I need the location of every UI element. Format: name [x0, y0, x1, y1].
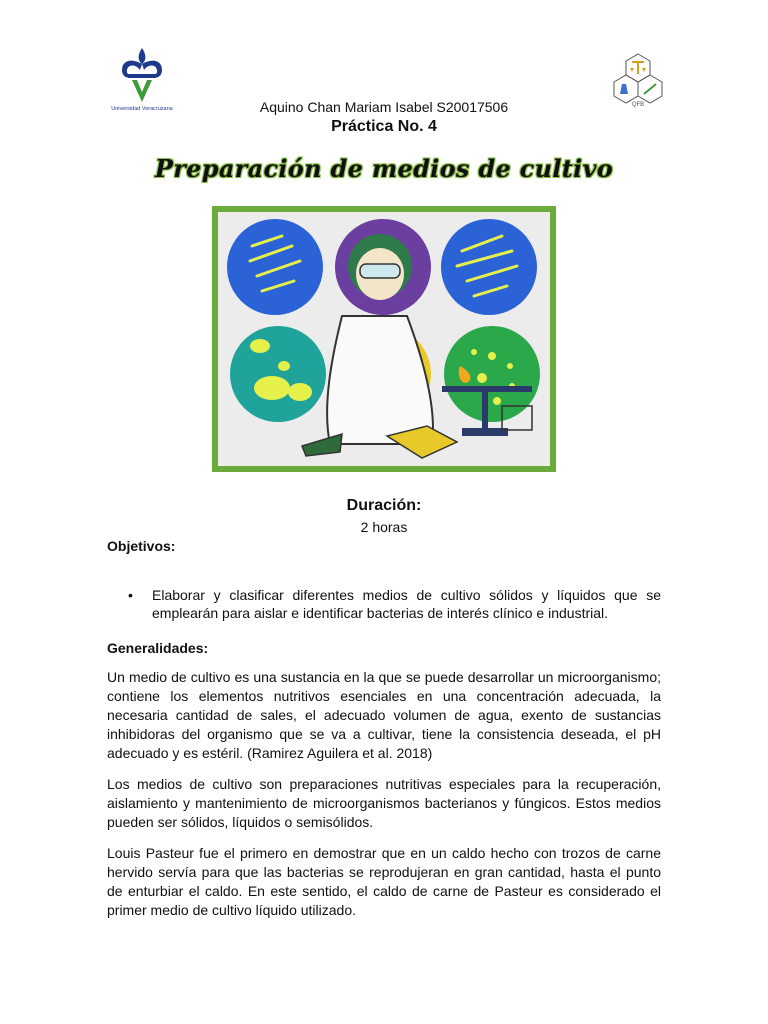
lab-illustration	[212, 206, 556, 472]
duration-value: 2 horas	[360, 519, 408, 535]
page-title: Preparación de medios de cultivo	[154, 154, 614, 183]
objectives-list	[107, 586, 661, 622]
duration-heading: Duración:	[346, 497, 422, 514]
overview-paragraph: Los medios de cultivo son preparaciones nutritivas especiales para la recuperación, aislamiento y mantenimiento de microorganismos bacterianos y fúngicos. Estos medios pueden ser sólidos, líquidos o semisólidos.	[107, 776, 661, 830]
petri-dish-icon	[230, 326, 326, 422]
petri-dish-icon	[227, 219, 323, 315]
overview-heading: Generalidades:	[107, 640, 209, 656]
overview-paragraph: Louis Pasteur fue el primero en demostrar que en un caldo hecho con trozos de carne hervido servía para que las bacterias se reprodujeran en gran cantidad, hasta el punto de enturbiar el caldo. En este sentido, el caldo de carne de Pasteur es considerado el primer medio de cultivo líquido utilizado.	[107, 845, 661, 918]
bullet-icon: •	[128, 587, 133, 603]
objective-text: Elaborar y clasificar diferentes medios de cultivo sólidos y líquidos que se emplearán para aislar e identificar bacterias de interés clínico e industrial.	[152, 587, 661, 621]
practice-number: Práctica No. 4	[331, 118, 437, 135]
petri-dish-icon	[441, 219, 537, 315]
overview-paragraph: Un medio de cultivo es una sustancia en la que se puede desarrollar un microorganismo; contiene los elementos nutritivos esenciales en una concentración adecuada, la necesaria cantidad de sales, el adecuado volumen de agua, exento de sustancias inhibidoras del organismo que se va a cultivar, tiene la consistencia deseada, el pH adecuado y es estéril. (Ramirez Aguilera et al. 2018)	[107, 669, 661, 761]
list-item	[107, 586, 661, 622]
faculty-logo-text: QFB	[631, 102, 645, 108]
petri-dish-icon	[444, 326, 540, 422]
author-line: Aquino Chan Mariam Isabel S20017506	[259, 99, 509, 115]
university-name: Universidad Veracruzana	[111, 106, 173, 112]
objectives-heading: Objetivos:	[107, 538, 176, 554]
